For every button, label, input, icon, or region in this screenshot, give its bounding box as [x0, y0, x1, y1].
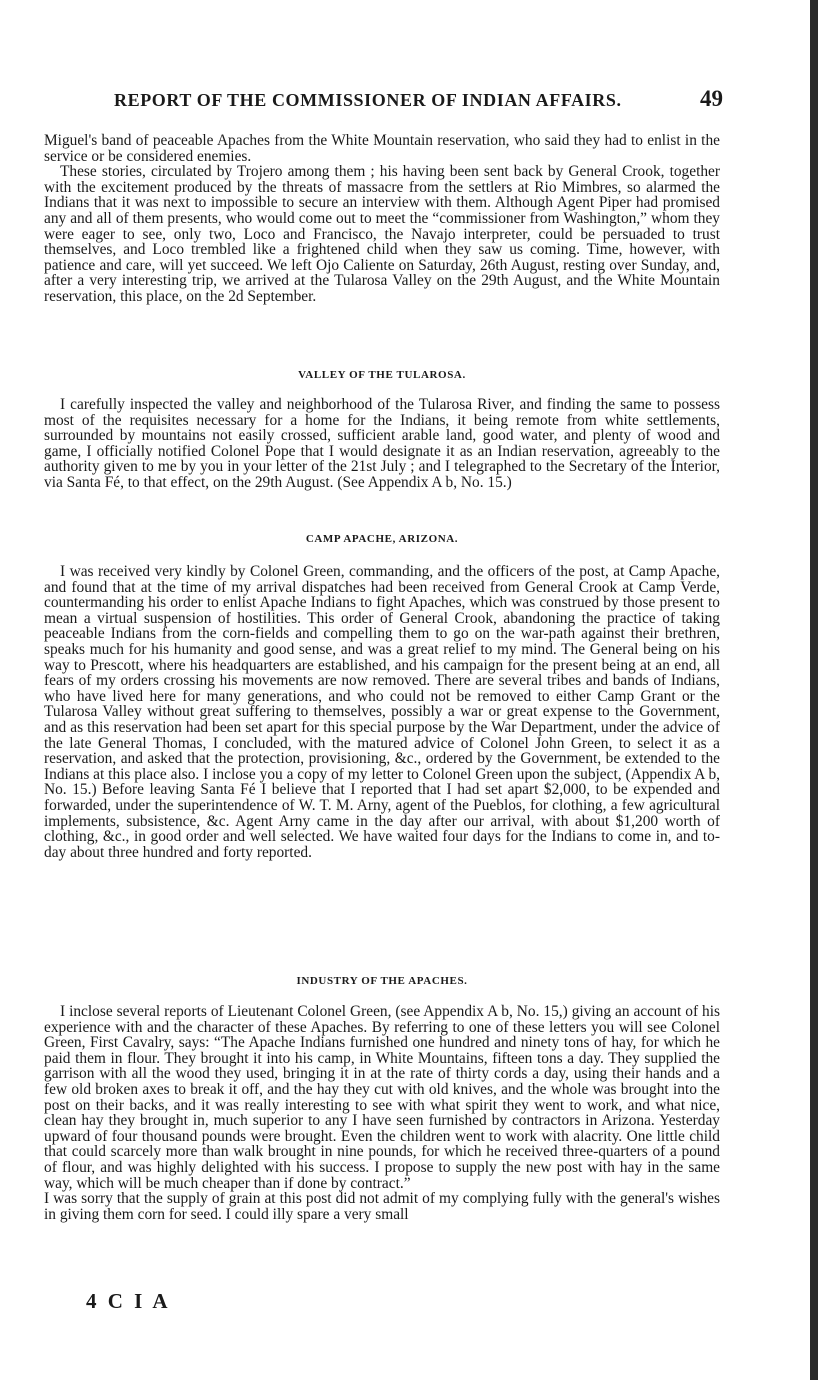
page-number: 49 [700, 86, 723, 111]
section-heading-camp-apache: CAMP APACHE, ARIZONA. [305, 533, 459, 545]
paragraph: I inclose several reports of Lieutenant Colonel Green, (see Appendix A b, No. 15,) giving an account of his experience with and the character of these Apaches. By referring to one of these letters you will see Colonel Green, First Cavalry, says: “The Apache Indians furnished one hundred and ninety tons of hay, for which he paid them in flour. They brought it into his camp, in White Mountains, fifteen tons a day. They supplied the garrison with all the wood they used, bringing it in at the rate of thirty cords a day, using their hands and a few old broken axes to break it off, and the hay they cut with old knives, and the whole was brought into the post on their backs, and it was really interesting to see with what spirit they went to work, and what nice, clean hay they brought in, much superior to any I have seen furnished by contractors in Arizona. Yesterday upward of four thousand pounds were brought. Even the children went to work with alacrity. One little child that could scarcely more than walk brought in nine pounds, for which he received three-quarters of a pound of flour, and was highly delighted with his success. I propose to supply the new post with hay in the same way, which will be much cheaper than if done by contract.” [44, 1003, 720, 1192]
page-edge-shadow [810, 0, 818, 1380]
page-header [100, 86, 740, 120]
section-tularosa-text [44, 397, 720, 491]
section-heading-tularosa: VALLEY OF THE TULAROSA. [298, 369, 466, 381]
paragraph: These stories, circulated by Trojero among them ; his having been sent back by General Crook, together with the excitement produced by the threats of massacre from the settlers at Rio Mimbres, so alarmed the Indians that it was next to impossible to secure an interview with them. Although Agent Piper had promised any and all of them presents, who would come out to meet the “commissioner from Washington,” whom they were eager to see, only two, Loco and Francisco, the Navajo interpreter, could be persuaded to trust themselves, and Loco trembled like a frightened child when they saw us coming. Time, however, with patience and care, will yet succeed. We left Ojo Caliente on Saturday, 26th August, resting over Sunday, and, after a very interesting trip, we arrived at the Tularosa Valley on the 29th August, and the White Mountain reservation, this place, on the 2d September. [44, 163, 720, 305]
paragraph: Miguel's band of peaceable Apaches from the White Mountain reservation, who said they had to enlist in the service or be considered enemies. [44, 132, 720, 165]
paragraph: I was received very kindly by Colonel Green, commanding, and the officers of the post, at Camp Apache, and found that at the time of my arrival dispatches had been received from General Crook at Camp Verde, countermanding his order to enlist Apache Indians to fight Apaches, which was construed by those present to mean a virtual suspension of hostilities. This order of General Crook, abandoning the practice of taking peaceable Indians from the corn-fields and compelling them to go on the war-path against their brethren, speaks much for his humanity and good sense, and was a great relief to my mind. The General being on his way to Prescott, where his headquarters are established, and his campaign for the present being at an end, all fears of my orders crossing his movements are now removed. There are several tribes and bands of Indians, who have lived here for many generations, and who could not be removed to either Camp Grant or the Tularosa Valley without great suffering to themselves, possibly a war or great expense to the Government, and as this reservation had been set apart for this special purpose by the War Department, under the advice of the late General Thomas, I concluded, with the matured advice of Colonel John Green, to select it as a reservation, and asked that the protection, provisioning, &c., ordered by the Government, be extended to the Indians at this place also. I inclose you a copy of my letter to Colonel Green upon the subject, (Appendix A b, No. 15.) Before leaving Santa Fé I believe that I reported that I had set apart $2,000, to be expended and forwarded, under the superintendence of W. T. M. Arny, agent of the Pueblos, for clothing, a few agricultural implements, subsistence, &c. Agent Arny came in the day after our arrival, with about $1,200 worth of clothing, &c., in good order and well selected. We have waited four days for the Indians to come in, and to-day about three hundred and forty reported. [44, 563, 720, 861]
paragraph: I was sorry that the supply of grain at this post did not admit of my complying fully with the general's wishes in giving them corn for seed. I could illy spare a very small [44, 1190, 720, 1223]
running-title: REPORT OF THE COMMISSIONER OF INDIAN AFFAIRS. [114, 90, 622, 110]
signature-mark: 4 C I A [86, 1289, 171, 1313]
paragraph: I carefully inspected the valley and neighborhood of the Tularosa River, and finding the same to possess most of the requisites necessary for a home for the Indians, it being remote from white settlements, surrounded by mountains not easily crossed, sufficient arable land, good water, and plenty of wood and game, I officially notified Colonel Pope that I would designate it as an Indian reservation, agreeably to the authority given to me by you in your letter of the 21st July ; and I telegraphed to the Secretary of the Interior, via Santa Fé, to that effect, on the 29th August. (See Appendix A b, No. 15.) [44, 396, 720, 491]
section-industry-text [44, 1004, 720, 1222]
section-camp-apache-text [44, 564, 720, 860]
section-heading-industry: INDUSTRY OF THE APACHES. [296, 975, 468, 987]
intro-text [44, 133, 720, 305]
